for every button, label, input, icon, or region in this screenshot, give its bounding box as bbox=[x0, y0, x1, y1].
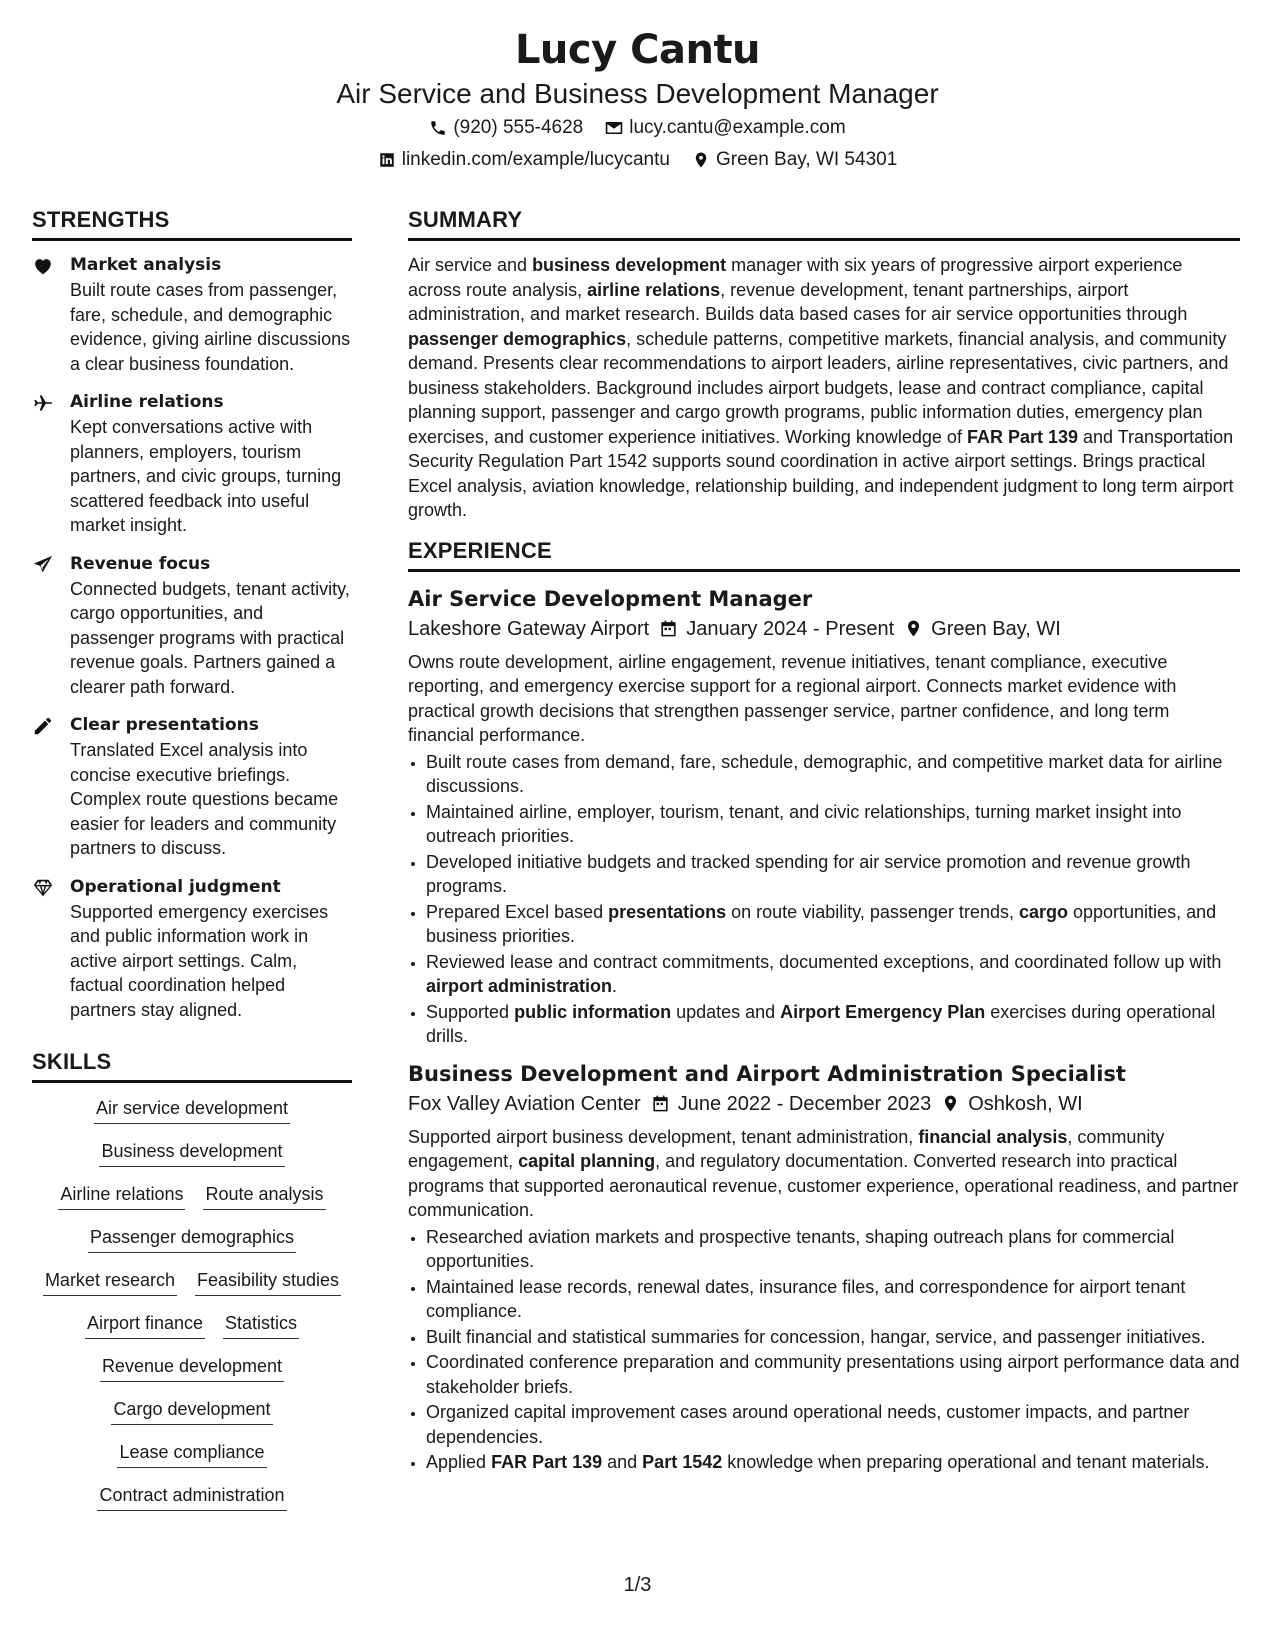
job-bullet: • Researched aviation markets and prospective tenants, shaping outreach plans for commercial opportunities. bbox=[426, 1225, 1240, 1274]
job-dates bbox=[651, 1089, 932, 1119]
summary-heading: SUMMARY bbox=[408, 206, 1240, 241]
skills-list bbox=[32, 1095, 352, 1511]
strength-item bbox=[32, 713, 352, 861]
strength-title: Airline relations bbox=[70, 392, 224, 412]
strength-description: Supported emergency exercises and public information work in active airport settings. Calm, factual coordination helped partners stay aligned. bbox=[70, 901, 329, 1020]
skill-row bbox=[32, 1353, 352, 1382]
skill-tag: Route analysis bbox=[203, 1181, 325, 1210]
location-contact bbox=[692, 144, 897, 176]
paper-plane-icon bbox=[32, 554, 54, 576]
job-company: Fox Valley Aviation Center bbox=[408, 1092, 641, 1115]
skill-tag: Statistics bbox=[223, 1310, 299, 1339]
right-column bbox=[408, 206, 1240, 1485]
job-bullet: • Supported public information updates and Airport Emergency Plan exercises during operational drills. bbox=[426, 1000, 1240, 1049]
job-bullets bbox=[408, 750, 1240, 1049]
skill-tag: Air service development bbox=[94, 1095, 290, 1124]
phone-number: (920) 555-4628 bbox=[453, 117, 584, 138]
candidate-role: Air Service and Business Development Manager bbox=[336, 78, 939, 109]
strength-icon-wrap bbox=[32, 875, 56, 1023]
job-location-text: Oshkosh, WI bbox=[968, 1092, 1083, 1115]
candidate-name: Lucy Cantu bbox=[514, 27, 761, 73]
job-bullet: • Applied FAR Part 139 and Part 1542 knowledge when preparing operational and tenant materials. bbox=[426, 1450, 1240, 1475]
gem-icon bbox=[32, 877, 54, 899]
job-location-text: Green Bay, WI bbox=[931, 617, 1061, 640]
calendar-icon bbox=[651, 1094, 670, 1113]
experience-heading: EXPERIENCE bbox=[408, 537, 1240, 572]
skill-tag: Cargo development bbox=[111, 1396, 272, 1425]
resume-header bbox=[0, 24, 1275, 176]
job-meta bbox=[408, 1089, 1240, 1119]
skill-tag: Business development bbox=[99, 1138, 284, 1167]
job-entry bbox=[408, 1059, 1240, 1475]
strength-item bbox=[32, 390, 352, 538]
pencil-icon bbox=[32, 715, 54, 737]
email-address[interactable]: lucy.cantu@example.com bbox=[629, 117, 846, 138]
contact-row-1 bbox=[0, 112, 1275, 144]
job-title: Air Service Development Manager bbox=[408, 586, 813, 611]
strength-body bbox=[70, 390, 352, 538]
home-location: Green Bay, WI 54301 bbox=[715, 149, 898, 170]
skill-row bbox=[32, 1224, 352, 1253]
strength-description: Built route cases from passenger, fare, schedule, and demographic evidence, giving airline discussions a clear business foundation. bbox=[70, 280, 351, 374]
strength-description: Kept conversations active with planners, employers, tourism partners, and civic groups, turning scattered feedback into useful market insight. bbox=[70, 417, 342, 535]
skill-row bbox=[32, 1181, 352, 1210]
strength-icon-wrap bbox=[32, 713, 56, 861]
job-bullet: • Built route cases from demand, fare, schedule, demographic, and competitive market data for airline discussions. bbox=[426, 750, 1240, 799]
skill-row bbox=[32, 1138, 352, 1167]
page-number: 1/3 bbox=[623, 1574, 652, 1596]
jobs-list bbox=[408, 584, 1240, 1475]
map-pin-icon bbox=[941, 1094, 960, 1113]
skill-tag: Feasibility studies bbox=[195, 1267, 341, 1296]
job-entry bbox=[408, 584, 1240, 1049]
skill-tag: Market research bbox=[43, 1267, 177, 1296]
skill-tag: Airport finance bbox=[85, 1310, 205, 1339]
strength-item bbox=[32, 875, 352, 1023]
job-dates-text: June 2022 - December 2023 bbox=[677, 1092, 932, 1115]
job-bullet: • Organized capital improvement cases around operational needs, customer impacts, and partner dependencies. bbox=[426, 1400, 1240, 1449]
job-bullet: • Reviewed lease and contract commitments, documented exceptions, and coordinated follow up with airport administration. bbox=[426, 950, 1240, 999]
skill-tag: Passenger demographics bbox=[88, 1224, 296, 1253]
airplane-icon bbox=[32, 392, 54, 414]
job-description: Supported airport business development, tenant administration, financial analysis, community engagement, capital planning, and regulatory documentation. Converted research into practical programs that supported aeronautical revenue, customer experience, operational readiness, and partner communication. bbox=[408, 1126, 1239, 1220]
job-bullets bbox=[408, 1225, 1240, 1475]
strength-body bbox=[70, 552, 352, 700]
phone-contact bbox=[429, 112, 583, 144]
strengths-heading: STRENGTHS bbox=[32, 206, 352, 241]
strength-title: Clear presentations bbox=[70, 715, 259, 735]
contact-row-2 bbox=[0, 144, 1275, 176]
map-pin-icon bbox=[904, 619, 923, 638]
map-pin-icon bbox=[692, 151, 710, 169]
calendar-icon bbox=[659, 619, 678, 638]
strength-description: Translated Excel analysis into concise executive briefings. Complex route questions became easier for leaders and community partners to discuss. bbox=[70, 740, 339, 858]
skill-row bbox=[32, 1310, 352, 1339]
job-dates-text: January 2024 - Present bbox=[686, 617, 895, 640]
job-meta bbox=[408, 614, 1240, 644]
strength-body bbox=[70, 253, 352, 376]
skill-row bbox=[32, 1439, 352, 1468]
job-dates bbox=[659, 614, 894, 644]
skill-row bbox=[32, 1267, 352, 1296]
strength-title: Revenue focus bbox=[70, 553, 211, 574]
strength-description: Connected budgets, tenant activity, cargo opportunities, and passenger programs with practical revenue goals. Partners gained a clearer path forward. bbox=[70, 578, 350, 697]
heart-icon bbox=[32, 255, 54, 277]
strengths-list bbox=[32, 253, 352, 1022]
strength-title: Operational judgment bbox=[70, 876, 281, 897]
left-column bbox=[32, 206, 352, 1525]
skill-tag: Lease compliance bbox=[117, 1439, 266, 1468]
job-bullet: • Developed initiative budgets and tracked spending for air service promotion and revenue growth programs. bbox=[426, 850, 1240, 899]
job-location bbox=[941, 1089, 1082, 1119]
envelope-icon bbox=[605, 119, 623, 137]
job-description: Owns route development, airline engagement, revenue initiatives, tenant compliance, executive reporting, and emergency exercise support for a regional airport. Connects market evidence with practical growth decisions that strengthen passenger service, partner confidence, and long term financial performance. bbox=[408, 651, 1177, 745]
job-company: Lakeshore Gateway Airport bbox=[408, 617, 650, 640]
skill-tag: Revenue development bbox=[100, 1353, 284, 1382]
email-contact[interactable] bbox=[605, 112, 845, 144]
job-title: Business Development and Airport Administration Specialist bbox=[408, 1061, 1126, 1086]
skill-row bbox=[32, 1482, 352, 1511]
strength-item bbox=[32, 552, 352, 700]
skill-tag: Airline relations bbox=[58, 1181, 185, 1210]
summary-text: Air service and business development manager with six years of progressive airport experience across route analysis, airline relations, revenue development, tenant partnerships, airport administration, and market research. Builds data based cases for air service opportunities through passenger demographics, schedule patterns, competitive markets, financial analysis, and community demand. Presents clear recommendations to airport leaders, airline representatives, civic partners, and business stakeholders. Background includes airport budgets, lease and contract compliance, capital planning support, passenger and cargo growth programs, public information duties, emergency plan exercises, and customer experience initiatives. Working knowledge of FAR Part 139 and Transportation Security Regulation Part 1542 supports sound coordination in active airport settings. Brings practical Excel analysis, aviation knowledge, relationship building, and independent judgment to long term airport growth. bbox=[408, 255, 1234, 520]
strength-icon-wrap bbox=[32, 552, 56, 700]
strength-title: Market analysis bbox=[70, 255, 222, 275]
linkedin-icon bbox=[378, 151, 396, 169]
strength-item bbox=[32, 253, 352, 376]
job-bullet: • Prepared Excel based presentations on route viability, passenger trends, cargo opportunities, and business priorities. bbox=[426, 900, 1240, 949]
strength-icon-wrap bbox=[32, 390, 56, 538]
job-bullet: • Maintained lease records, renewal dates, insurance files, and correspondence for airport tenant compliance. bbox=[426, 1275, 1240, 1324]
job-bullet: • Built financial and statistical summaries for concession, hangar, service, and passenger initiatives. bbox=[426, 1325, 1240, 1350]
strength-body bbox=[70, 875, 352, 1023]
skill-tag: Contract administration bbox=[97, 1482, 286, 1511]
phone-icon bbox=[429, 119, 447, 137]
strength-body bbox=[70, 713, 352, 861]
job-location bbox=[904, 614, 1061, 644]
job-bullet: • Coordinated conference preparation and community presentations using airport performance data and stakeholder briefs. bbox=[426, 1350, 1240, 1399]
job-bullet: • Maintained airline, employer, tourism, tenant, and civic relationships, turning market insight into outreach priorities. bbox=[426, 800, 1240, 849]
linkedin-contact[interactable] bbox=[378, 144, 670, 176]
skill-row bbox=[32, 1396, 352, 1425]
linkedin-url[interactable]: linkedin.com/example/lucycantu bbox=[401, 149, 670, 170]
strength-icon-wrap bbox=[32, 253, 56, 376]
skills-heading: SKILLS bbox=[32, 1048, 352, 1083]
skill-row bbox=[32, 1095, 352, 1124]
